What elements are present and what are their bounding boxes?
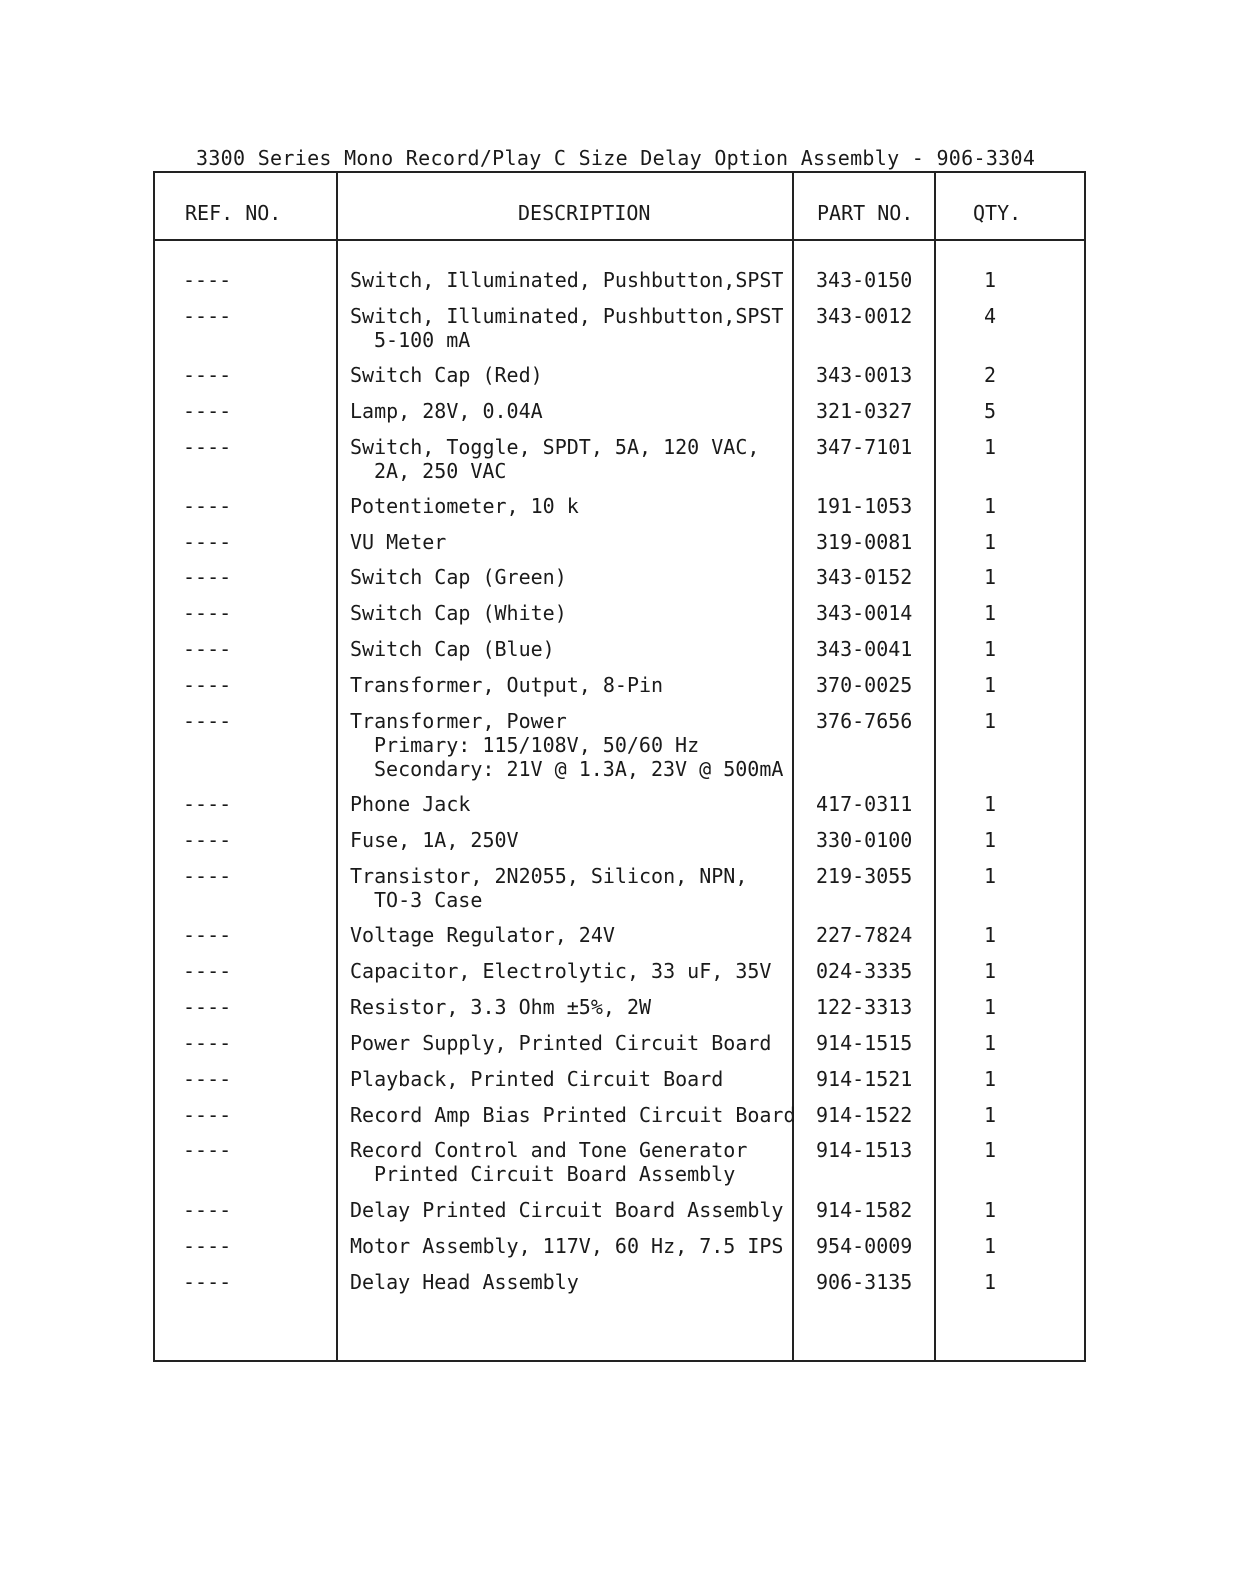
ref-no-cell: ---- xyxy=(183,435,232,459)
description-line: Capacitor, Electrolytic, 33 uF, 35V xyxy=(350,959,772,983)
description-line: Motor Assembly, 117V, 60 Hz, 7.5 IPS xyxy=(350,1234,784,1258)
ref-no-cell: ---- xyxy=(183,959,232,983)
qty-cell: 1 xyxy=(984,601,997,625)
description-cell xyxy=(350,268,783,292)
part-no-cell: 370-0025 xyxy=(816,673,913,697)
description-line: Resistor, 3.3 Ohm ±5%, 2W xyxy=(350,995,652,1019)
description-cell xyxy=(350,637,555,661)
part-no-cell: 347-7101 xyxy=(816,435,913,459)
ref-no-cell: ---- xyxy=(183,1234,232,1258)
qty-cell: 1 xyxy=(984,709,997,733)
description-cell xyxy=(350,792,470,816)
ref-no-cell: ---- xyxy=(183,399,232,423)
part-no-cell: 191-1053 xyxy=(816,494,913,518)
part-no-cell: 954-0009 xyxy=(816,1234,913,1258)
description-cell xyxy=(350,673,663,697)
ref-no-cell: ---- xyxy=(183,792,232,816)
part-no-cell: 319-0081 xyxy=(816,530,913,554)
header-description: DESCRIPTION xyxy=(518,201,651,225)
description-line: Switch, Toggle, SPDT, 5A, 120 VAC, xyxy=(350,435,760,459)
qty-cell: 1 xyxy=(984,1138,997,1162)
ref-no-cell: ---- xyxy=(183,494,232,518)
header-ref-no: REF. NO. xyxy=(185,201,282,225)
qty-cell: 1 xyxy=(984,268,997,292)
description-line: Switch Cap (Red) xyxy=(350,363,543,387)
description-line: TO-3 Case xyxy=(374,888,483,912)
part-no-cell: 914-1521 xyxy=(816,1067,913,1091)
ref-no-cell: ---- xyxy=(183,530,232,554)
ref-no-cell: ---- xyxy=(183,304,232,328)
description-line: Fuse, 1A, 250V xyxy=(350,828,519,852)
ref-no-cell: ---- xyxy=(183,1270,232,1294)
description-line: 5-100 mA xyxy=(374,328,471,352)
qty-cell: 4 xyxy=(984,304,997,328)
part-no-cell: 914-1522 xyxy=(816,1103,913,1127)
ref-no-cell: ---- xyxy=(183,601,232,625)
qty-cell: 1 xyxy=(984,530,997,554)
description-cell xyxy=(350,1067,723,1091)
description-cell xyxy=(350,995,651,1019)
description-line: Voltage Regulator, 24V xyxy=(350,923,615,947)
qty-cell: 1 xyxy=(984,792,997,816)
column-divider xyxy=(336,173,338,1360)
ref-no-cell: ---- xyxy=(183,923,232,947)
description-line: Switch, Illuminated, Pushbutton,SPST xyxy=(350,268,784,292)
ref-no-cell: ---- xyxy=(183,268,232,292)
description-cell xyxy=(350,304,783,352)
description-cell xyxy=(350,565,567,589)
part-no-cell: 343-0013 xyxy=(816,363,913,387)
description-cell xyxy=(350,1103,796,1127)
header-divider xyxy=(155,239,1084,241)
description-cell xyxy=(350,1234,783,1258)
description-line: Record Control and Tone Generator xyxy=(350,1138,748,1162)
qty-cell: 1 xyxy=(984,1198,997,1222)
description-line: Delay Head Assembly xyxy=(350,1270,579,1294)
part-no-cell: 024-3335 xyxy=(816,959,913,983)
part-no-cell: 343-0041 xyxy=(816,637,913,661)
qty-cell: 1 xyxy=(984,637,997,661)
part-no-cell: 330-0100 xyxy=(816,828,913,852)
part-no-cell: 914-1513 xyxy=(816,1138,913,1162)
description-line: Power Supply, Printed Circuit Board xyxy=(350,1031,772,1055)
description-cell xyxy=(350,1198,783,1222)
description-line: VU Meter xyxy=(350,530,447,554)
description-cell xyxy=(350,435,759,483)
ref-no-cell: ---- xyxy=(183,864,232,888)
description-cell xyxy=(350,1270,579,1294)
page-title: 3300 Series Mono Record/Play C Size Delay Option Assembly - 906-3304 xyxy=(196,146,1036,170)
ref-no-cell: ---- xyxy=(183,1103,232,1127)
qty-cell: 1 xyxy=(984,1270,997,1294)
qty-cell: 1 xyxy=(984,1067,997,1091)
parts-table xyxy=(153,171,1086,1362)
qty-cell: 1 xyxy=(984,1234,997,1258)
ref-no-cell: ---- xyxy=(183,637,232,661)
description-cell xyxy=(350,399,543,423)
description-line: Switch Cap (Green) xyxy=(350,565,567,589)
qty-cell: 1 xyxy=(984,923,997,947)
description-line: Lamp, 28V, 0.04A xyxy=(350,399,543,423)
qty-cell: 1 xyxy=(984,959,997,983)
qty-cell: 1 xyxy=(984,435,997,459)
description-line: Record Amp Bias Printed Circuit Board xyxy=(350,1103,796,1127)
description-cell xyxy=(350,959,771,983)
part-no-cell: 343-0012 xyxy=(816,304,913,328)
part-no-cell: 914-1582 xyxy=(816,1198,913,1222)
description-cell xyxy=(350,1031,771,1055)
ref-no-cell: ---- xyxy=(183,709,232,733)
description-line: Switch, Illuminated, Pushbutton,SPST xyxy=(350,304,784,328)
column-divider xyxy=(792,173,794,1360)
part-no-cell: 376-7656 xyxy=(816,709,913,733)
part-no-cell: 122-3313 xyxy=(816,995,913,1019)
part-no-cell: 219-3055 xyxy=(816,864,913,888)
part-no-cell: 906-3135 xyxy=(816,1270,913,1294)
qty-cell: 1 xyxy=(984,828,997,852)
part-no-cell: 914-1515 xyxy=(816,1031,913,1055)
description-cell xyxy=(350,923,615,947)
description-line: Switch Cap (Blue) xyxy=(350,637,555,661)
ref-no-cell: ---- xyxy=(183,1138,232,1162)
description-line: Potentiometer, 10 k xyxy=(350,494,579,518)
ref-no-cell: ---- xyxy=(183,363,232,387)
qty-cell: 1 xyxy=(984,995,997,1019)
part-no-cell: 343-0014 xyxy=(816,601,913,625)
description-cell xyxy=(350,601,567,625)
description-cell xyxy=(350,494,579,518)
qty-cell: 1 xyxy=(984,565,997,589)
description-line: Printed Circuit Board Assembly xyxy=(374,1162,736,1186)
part-no-cell: 321-0327 xyxy=(816,399,913,423)
part-no-cell: 343-0152 xyxy=(816,565,913,589)
qty-cell: 5 xyxy=(984,399,997,423)
description-line: Switch Cap (White) xyxy=(350,601,567,625)
ref-no-cell: ---- xyxy=(183,828,232,852)
column-divider xyxy=(934,173,936,1360)
description-line: Transistor, 2N2055, Silicon, NPN, xyxy=(350,864,748,888)
description-cell xyxy=(350,709,783,781)
ref-no-cell: ---- xyxy=(183,1067,232,1091)
description-cell xyxy=(350,363,543,387)
ref-no-cell: ---- xyxy=(183,565,232,589)
qty-cell: 1 xyxy=(984,494,997,518)
qty-cell: 1 xyxy=(984,1031,997,1055)
header-qty: QTY. xyxy=(973,201,1022,225)
part-no-cell: 343-0150 xyxy=(816,268,913,292)
description-line: Primary: 115/108V, 50/60 Hz xyxy=(374,733,700,757)
description-cell xyxy=(350,864,747,912)
ref-no-cell: ---- xyxy=(183,1198,232,1222)
header-part-no: PART NO. xyxy=(817,201,914,225)
description-line: Playback, Printed Circuit Board xyxy=(350,1067,724,1091)
description-line: Delay Printed Circuit Board Assembly xyxy=(350,1198,784,1222)
part-no-cell: 417-0311 xyxy=(816,792,913,816)
description-cell xyxy=(350,828,519,852)
description-cell xyxy=(350,1138,747,1186)
description-line: Secondary: 21V @ 1.3A, 23V @ 500mA xyxy=(374,757,784,781)
description-line: Phone Jack xyxy=(350,792,471,816)
ref-no-cell: ---- xyxy=(183,673,232,697)
description-line: Transformer, Output, 8-Pin xyxy=(350,673,664,697)
qty-cell: 1 xyxy=(984,673,997,697)
ref-no-cell: ---- xyxy=(183,995,232,1019)
description-line: Transformer, Power xyxy=(350,709,567,733)
ref-no-cell: ---- xyxy=(183,1031,232,1055)
description-line: 2A, 250 VAC xyxy=(374,459,507,483)
description-cell xyxy=(350,530,446,554)
part-no-cell: 227-7824 xyxy=(816,923,913,947)
qty-cell: 1 xyxy=(984,1103,997,1127)
qty-cell: 2 xyxy=(984,363,997,387)
qty-cell: 1 xyxy=(984,864,997,888)
